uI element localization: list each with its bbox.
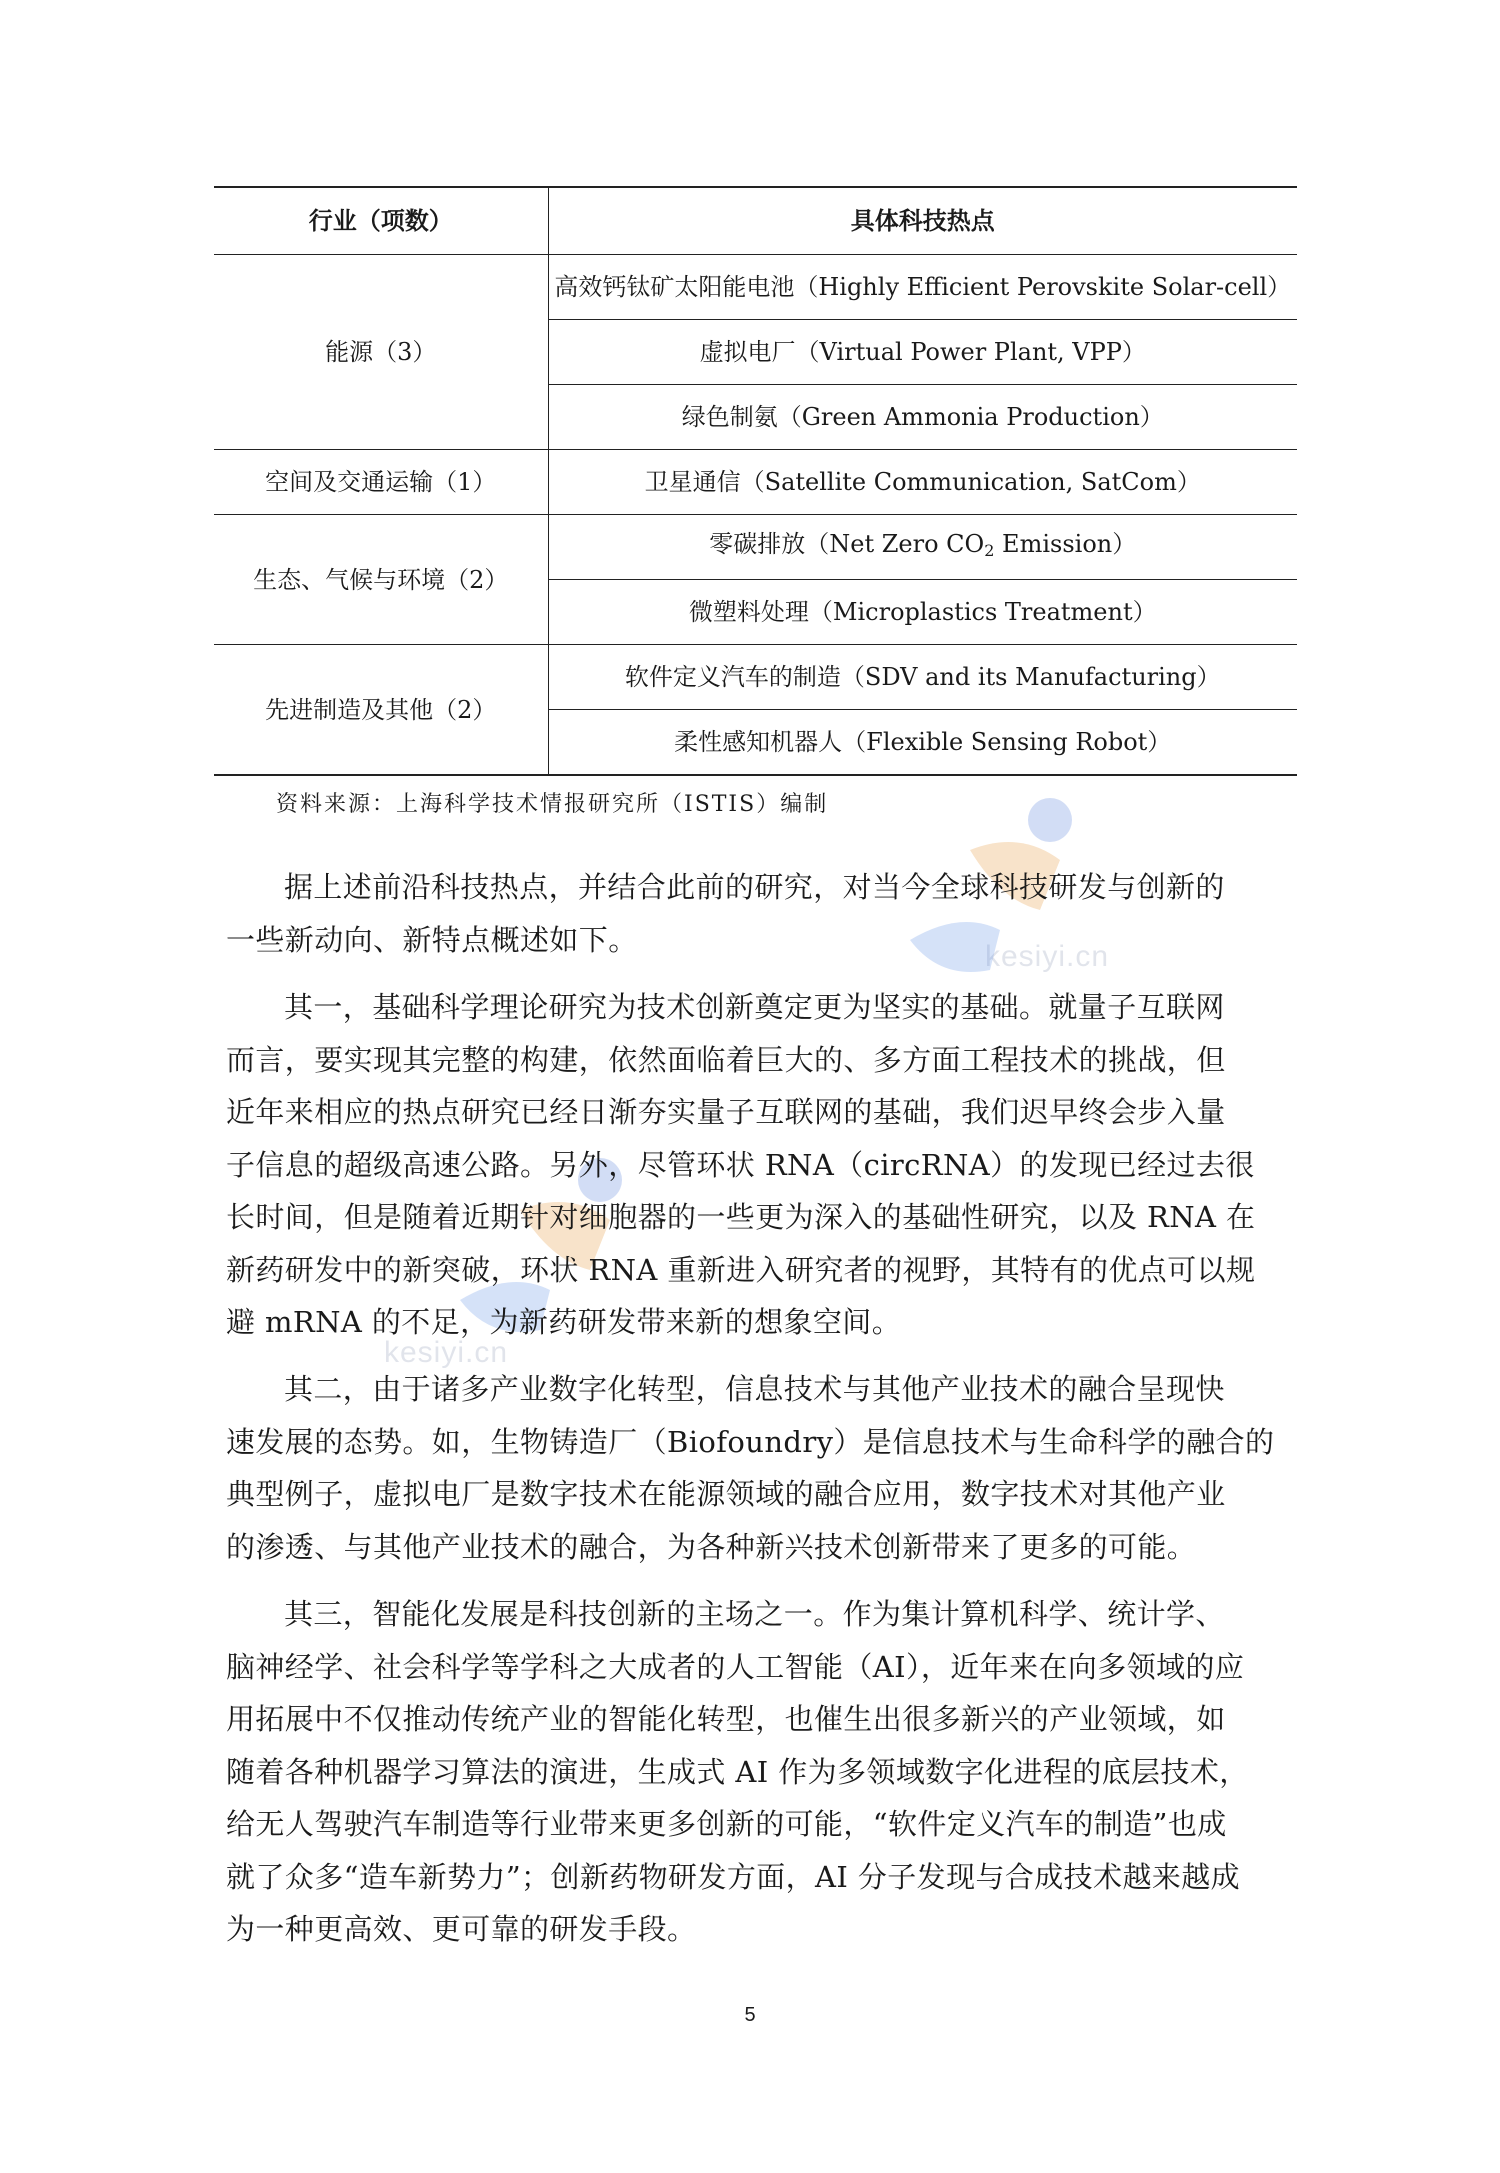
paragraph-line: 据上述前沿科技热点，并结合此前的研究，对当今全球科技研发与创新的 bbox=[284, 870, 1225, 904]
table-header-row bbox=[214, 187, 1297, 255]
hotspot-cell: 软件定义汽车的制造（SDV and its Manufacturing） bbox=[548, 645, 1297, 710]
paragraph-line: 而言，要实现其完整的构建，依然面临着巨大的、多方面工程技术的挑战，但 bbox=[226, 1042, 1226, 1077]
hotspot-text: Emission） bbox=[994, 529, 1137, 558]
industry-cell: 生态、气候与环境（2） bbox=[214, 515, 548, 645]
industry-cell: 先进制造及其他（2） bbox=[214, 645, 548, 776]
column-header-industry: 行业（项数） bbox=[214, 187, 548, 255]
paragraph-line: 为一种更高效、更可靠的研发手段。 bbox=[226, 1912, 697, 1946]
paragraph-line: 就了众多“造车新势力”；创新药物研发方面，AI 分子发现与合成技术越来越成 bbox=[226, 1859, 1241, 1894]
body-paragraph bbox=[226, 1588, 1296, 1956]
paragraph-line: 其三，智能化发展是科技创新的主场之一。作为集计算机科学、统计学、 bbox=[284, 1597, 1225, 1631]
paragraph-line: 其一，基础科学理论研究为技术创新奠定更为坚实的基础。就量子互联网 bbox=[284, 990, 1225, 1024]
paragraph-line: 避 mRNA 的不足，为新药研发带来新的想象空间。 bbox=[226, 1305, 902, 1339]
watermark-text: kesiyi.cn bbox=[985, 940, 1110, 973]
paragraph-line: 近年来相应的热点研究已经日渐夯实量子互联网的基础，我们迟早终会步入量 bbox=[226, 1095, 1226, 1129]
paragraph-line: 长时间，但是随着近期针对细胞器的一些更为深入的基础性研究，以及 RNA 在 bbox=[226, 1200, 1256, 1234]
paragraph-line: 的渗透、与其他产业技术的融合，为各种新兴技术创新带来了更多的可能。 bbox=[226, 1529, 1197, 1564]
paragraph-line: 速发展的态势。如，生物铸造厂（Biofoundry）是信息技术与生命科学的融合的 bbox=[226, 1424, 1275, 1459]
table-source-note: 资料来源：上海科学技术情报研究所（ISTIS）编制 bbox=[276, 792, 829, 817]
tech-hotspot-table bbox=[214, 186, 1297, 776]
paragraph-line: 典型例子，虚拟电厂是数字技术在能源领域的融合应用，数字技术对其他产业 bbox=[226, 1477, 1226, 1511]
hotspot-cell: 微塑料处理（Microplastics Treatment） bbox=[548, 580, 1297, 645]
body-paragraph bbox=[226, 981, 1296, 1349]
body-paragraph bbox=[226, 1363, 1296, 1573]
column-header-hotspot: 具体科技热点 bbox=[548, 187, 1297, 255]
paragraph-line: 脑神经学、社会科学等学科之大成者的人工智能（AI），近年来在向多领域的应 bbox=[226, 1649, 1245, 1684]
paragraph-line: 用拓展中不仅推动传统产业的智能化转型，也催生出很多新兴的产业领域，如 bbox=[226, 1702, 1226, 1736]
table-row bbox=[214, 450, 1297, 515]
subscript: 2 bbox=[984, 540, 995, 560]
paragraph-line: 新药研发中的新突破，环状 RNA 重新进入研究者的视野，其特有的优点可以规 bbox=[226, 1252, 1256, 1287]
hotspot-cell: 绿色制氨（Green Ammonia Production） bbox=[548, 385, 1297, 450]
hotspot-cell: 高效钙钛矿太阳能电池（Highly Efficient Perovskite Solar-cell） bbox=[548, 255, 1297, 320]
table-row bbox=[214, 515, 1297, 580]
paragraph-line: 随着各种机器学习算法的演进，生成式 AI 作为多领域数字化进程的底层技术， bbox=[226, 1754, 1249, 1789]
hotspot-cell: 卫星通信（Satellite Communication, SatCom） bbox=[548, 450, 1297, 515]
page-number: 5 bbox=[744, 2004, 756, 2026]
paragraph-line: 给无人驾驶汽车制造等行业带来更多创新的可能，“软件定义汽车的制造”也成 bbox=[226, 1807, 1227, 1841]
hotspot-cell: 虚拟电厂（Virtual Power Plant, VPP） bbox=[548, 320, 1297, 385]
table-row bbox=[214, 255, 1297, 320]
body-paragraph bbox=[226, 861, 1296, 966]
hotspot-cell: 柔性感知机器人（Flexible Sensing Robot） bbox=[548, 710, 1297, 776]
industry-cell: 能源（3） bbox=[214, 255, 548, 450]
paragraph-line: 一些新动向、新特点概述如下。 bbox=[226, 922, 638, 957]
industry-cell: 空间及交通运输（1） bbox=[214, 450, 548, 515]
table-row bbox=[214, 645, 1297, 710]
watermark-text: kesiyi.cn bbox=[384, 1336, 509, 1369]
hotspot-cell bbox=[548, 515, 1297, 580]
paragraph-line: 子信息的超级高速公路。另外，尽管环状 RNA（circRNA）的发现已经过去很 bbox=[226, 1147, 1255, 1182]
hotspot-text: 零碳排放（Net Zero CO bbox=[709, 529, 985, 558]
paragraph-line: 其二，由于诸多产业数字化转型，信息技术与其他产业技术的融合呈现快 bbox=[284, 1372, 1225, 1406]
